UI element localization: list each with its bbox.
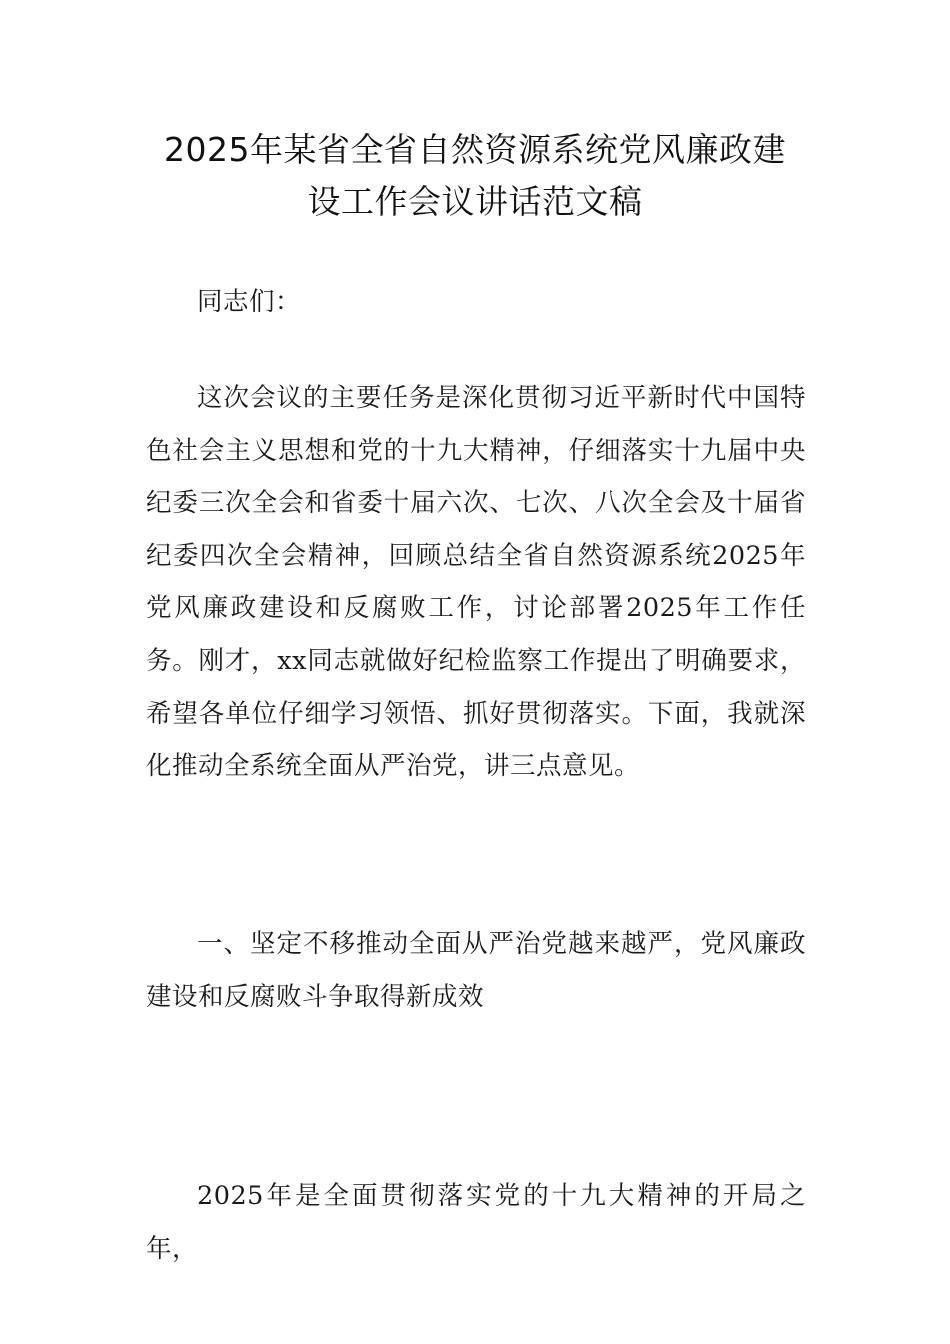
section-1-paragraph: 2025年是全面贯彻落实党的十九大精神的开局之年，	[146, 1181, 806, 1264]
title-line-2: 设工作会议讲话范文稿	[307, 182, 643, 221]
section-heading-1: 一、坚定不移推动全面从严治党越来越严，党风廉政建设和反腐败斗争取得新成效	[146, 929, 806, 1012]
document-title	[120, 124, 830, 228]
intro-paragraph: 这次会议的主要任务是深化贯彻习近平新时代中国特色社会主义思想和党的十九大精神，仔细落实十九届中央纪委三次全会和省委十届六次、七次、八次全会及十届省纪委四次全会精神，回顾总结全省自然资源系统2025年党风廉政建设和反腐败工作，讨论部署2025年工作任务。刚才，xx同志就做好纪检监察工作提出了明确要求，希望各单位仔细学习领悟、抓好贯彻落实。下面，我就深化推动全系统全面从严治党，讲三点意见。	[146, 383, 806, 782]
title-line-1: 2025年某省全省自然资源系统党风廉政建	[164, 130, 786, 169]
salutation: 同志们：	[197, 287, 302, 317]
